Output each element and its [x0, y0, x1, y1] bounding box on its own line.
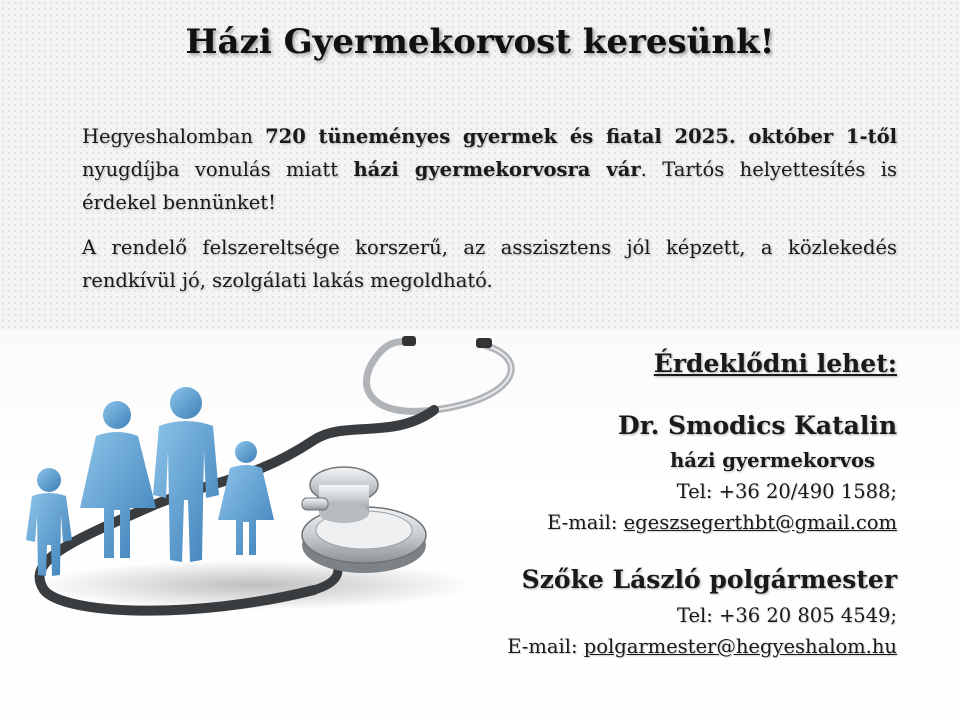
intro-bold-segment: házi gyermekorvosra vár: [353, 158, 641, 181]
mayor-phone-number[interactable]: +36 20 805 4549;: [719, 604, 897, 627]
contact-heading-colon: :: [887, 349, 897, 378]
family-stethoscope-icon: [14, 330, 554, 620]
contact-block: [507, 344, 897, 662]
intro-paragraph-2: A rendelő felszereltsége korszerű, az asszisztens jól képzett, a közlekedés rendkívül jó, szolgálati lakás megoldható.: [82, 236, 897, 292]
mayor-email: [507, 631, 897, 662]
spacer: [507, 538, 897, 560]
intro-text: [82, 120, 897, 309]
intro-paragraph-1: [82, 120, 897, 219]
mayor-name: Szőke László polgármester: [521, 565, 897, 594]
contact-heading-text: Érdeklődni lehet: [653, 349, 888, 378]
page-title: Házi Gyermekorvost keresünk!: [185, 22, 775, 62]
intro-text-segment: Hegyeshalomban: [82, 125, 266, 148]
intro-text-segment: nyugdíjba vonulás miatt: [82, 158, 354, 181]
family-stethoscope-illustration: [14, 330, 554, 624]
email-label: E-mail:: [547, 511, 618, 534]
doctor-name: Dr. Smodics Katalin: [618, 411, 897, 440]
mayor-phone: [507, 600, 897, 631]
email-label: E-mail:: [507, 635, 578, 658]
mayor-email-link[interactable]: polgarmester@hegyeshalom.hu: [583, 635, 897, 658]
phone-label: Tel:: [676, 480, 713, 503]
spacer: [507, 384, 897, 406]
intro-text-segment: . Tartós helyettesítés is érdekel bennünket!: [82, 158, 898, 214]
doctor-role: házi gyermekorvos: [670, 449, 875, 472]
doctor-phone: [507, 476, 897, 507]
doctor-phone-number[interactable]: +36 20/490 1588;: [718, 480, 897, 503]
doctor-email-link[interactable]: egeszsegerthbt@gmail.com: [623, 511, 897, 534]
contact-heading: [507, 344, 897, 384]
phone-label: Tel:: [676, 604, 713, 627]
doctor-email: [507, 507, 897, 538]
intro-bold-segment: 720 tüneményes gyermek és fiatal 2025. október 1-től: [265, 125, 897, 148]
